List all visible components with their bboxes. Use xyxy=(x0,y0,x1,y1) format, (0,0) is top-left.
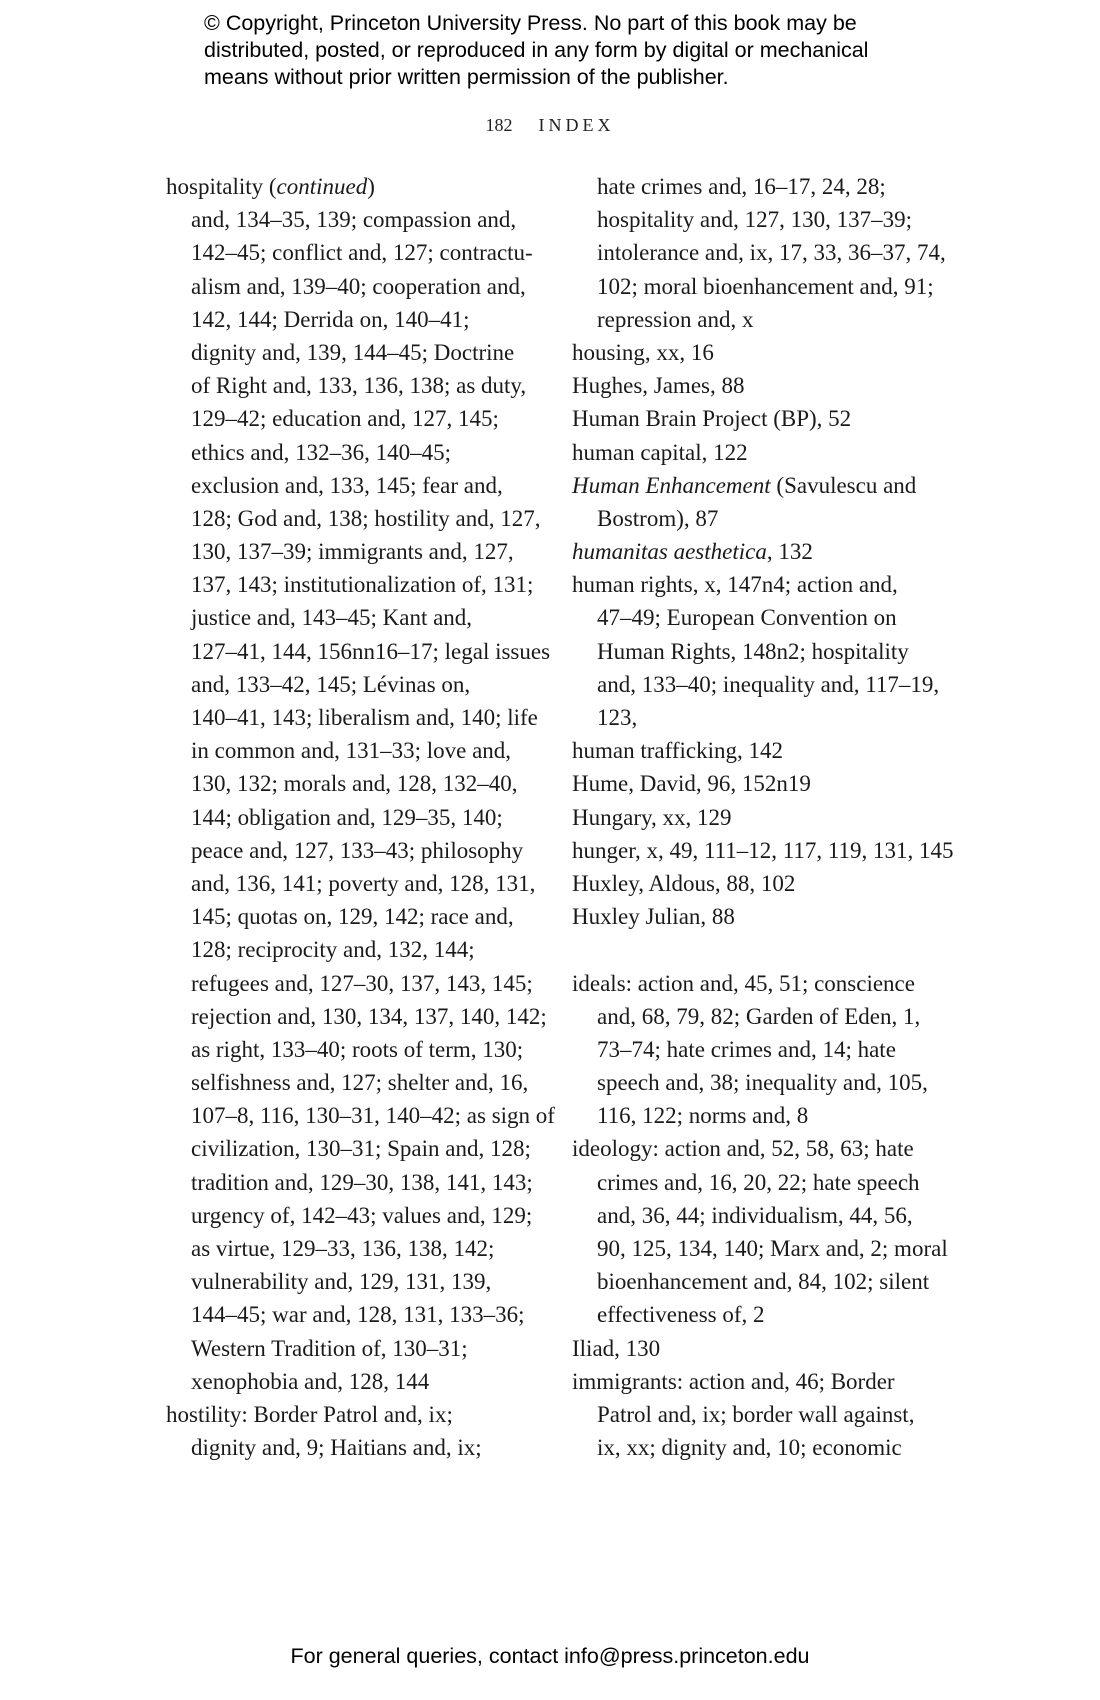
index-line: Hume, David, 96, 152n19 xyxy=(572,771,811,797)
index-line: 129–42; education and, 127, 145; xyxy=(191,406,499,432)
index-line: selfishness and, 127; shelter and, 16, xyxy=(191,1070,529,1096)
index-line: vulnerability and, 129, 131, 139, xyxy=(191,1269,492,1295)
index-line: hostility: Border Patrol and, ix; xyxy=(166,1401,453,1427)
index-line: hate crimes and, 16–17, 24, 28; xyxy=(597,174,886,199)
index-line: intolerance and, ix, 17, 33, 36–37, 74, xyxy=(597,240,946,266)
index-line: 116, 122; norms and, 8 xyxy=(597,1103,809,1129)
running-head xyxy=(0,115,1100,136)
index-line: 140–41, 143; liberalism and, 140; life xyxy=(191,705,538,730)
index-line: civilization, 130–31; Spain and, 128; xyxy=(191,1136,531,1162)
index-line: Human Brain Project (BP), 52 xyxy=(572,406,852,432)
index-line: Human Rights, 148n2; hospitality xyxy=(597,638,909,664)
index-line: housing, xx, 16 xyxy=(572,339,714,365)
index-line: 73–74; hate crimes and, 14; hate xyxy=(597,1036,896,1062)
page-number: 182 xyxy=(485,115,513,135)
index-line: 130, 137–39; immigrants and, 127, xyxy=(191,539,514,565)
index-line: as virtue, 129–33, 136, 138, 142; xyxy=(191,1236,495,1261)
copyright-line: distributed, posted, or reproduced in any form by digital or mechanical xyxy=(204,38,869,62)
index-spacer xyxy=(572,933,947,966)
index-line: 107–8, 116, 130–31, 140–42; as sign of xyxy=(191,1103,555,1129)
index-column-right xyxy=(572,170,954,1464)
index-line: 90, 125, 134, 140; Marx and, 2; moral xyxy=(597,1236,948,1261)
index-line: 142, 144; Derrida on, 140–41; xyxy=(191,306,470,332)
index-line: refugees and, 127–30, 137, 143, 145; xyxy=(191,970,533,996)
index-line: Hughes, James, 88 xyxy=(572,373,745,399)
index-line: ideals: action and, 45, 51; conscience xyxy=(572,970,915,996)
index-line: peace and, 127, 133–43; philosophy xyxy=(191,837,524,863)
index-line: Bostrom), 87 xyxy=(597,505,719,531)
section-title: INDEX xyxy=(538,115,615,135)
index-line: 128; God and, 138; hostility and, 127, xyxy=(191,505,541,531)
index-line: ideology: action and, 52, 58, 63; hate xyxy=(572,1136,914,1162)
index-line: Hungary, xx, 129 xyxy=(572,804,732,830)
index-line: 145; quotas on, 129, 142; race and, xyxy=(191,904,514,930)
index-line: of Right and, 133, 136, 138; as duty, xyxy=(191,373,527,399)
index-line: Patrol and, ix; border wall against, xyxy=(597,1401,915,1427)
index-line: repression and, x xyxy=(597,306,754,332)
index-line: crimes and, 16, 20, 22; hate speech xyxy=(597,1169,920,1195)
index-line: Huxley Julian, 88 xyxy=(572,904,735,930)
index-line: 127–41, 144, 156nn16–17; legal issues xyxy=(191,638,551,664)
index-line: 144–45; war and, 128, 131, 133–36; xyxy=(191,1302,525,1328)
index-line: human trafficking, 142 xyxy=(572,738,783,764)
index-line: and, 133–40; inequality and, 117–19, xyxy=(597,671,940,697)
index-line: effectiveness of, 2 xyxy=(597,1302,765,1328)
index-line: alism and, 139–40; cooperation and, xyxy=(191,273,526,299)
index-line: 47–49; European Convention on xyxy=(597,605,897,631)
index-line: 123, xyxy=(597,705,638,730)
index-line: 130, 132; morals and, 128, 132–40, xyxy=(191,771,518,797)
index-line: exclusion and, 133, 145; fear and, xyxy=(191,472,503,498)
copyright-line: © Copyright, Princeton University Press. No part of this book may be xyxy=(204,11,857,35)
index-line: ethics and, 132–36, 140–45; xyxy=(191,439,451,465)
copyright-line: means without prior written permission of the publisher. xyxy=(204,65,729,89)
index-line: dignity and, 9; Haitians and, ix; xyxy=(191,1435,482,1461)
index-line: 137, 143; institutionalization of, 131; xyxy=(191,572,534,598)
index-line: dignity and, 139, 144–45; Doctrine xyxy=(191,339,515,365)
copyright-notice xyxy=(204,10,964,91)
index-line: humanitas aesthetica, 132 xyxy=(572,539,813,565)
index-line: and, 36, 44; individualism, 44, 56, xyxy=(597,1202,913,1228)
index-line: hospitality (continued) xyxy=(166,174,375,199)
index-line: ix, xx; dignity and, 10; economic xyxy=(597,1435,902,1461)
index-line: 128; reciprocity and, 132, 144; xyxy=(191,937,475,963)
index-line: Iliad, 130 xyxy=(572,1335,661,1361)
index-line: human capital, 122 xyxy=(572,439,748,465)
index-line: and, 136, 141; poverty and, 128, 131, xyxy=(191,870,536,896)
index-line: immigrants: action and, 46; Border xyxy=(572,1368,895,1394)
index-line: justice and, 143–45; Kant and, xyxy=(191,605,473,631)
footer-contact: For general queries, contact info@press.princeton.edu xyxy=(290,1644,810,1668)
index-line: urgency of, 142–43; values and, 129; xyxy=(191,1202,533,1228)
index-line: human rights, x, 147n4; action and, xyxy=(572,572,898,598)
index-line: speech and, 38; inequality and, 105, xyxy=(597,1070,928,1096)
index-line: hunger, x, 49, 111–12, 117, 119, 131, 145 xyxy=(572,837,954,863)
index-line: bioenhancement and, 84, 102; silent xyxy=(597,1269,930,1295)
index-line: Human Enhancement (Savulescu and xyxy=(572,472,917,498)
index-line: rejection and, 130, 134, 137, 140, 142; xyxy=(191,1003,547,1029)
index-line: 102; moral bioenhancement and, 91; xyxy=(597,273,934,299)
index-line: xenophobia and, 128, 144 xyxy=(191,1368,430,1394)
index-line: 142–45; conflict and, 127; contractu- xyxy=(191,240,533,266)
index-line: in common and, 131–33; love and, xyxy=(191,738,512,764)
index-line: Western Tradition of, 130–31; xyxy=(191,1335,468,1361)
index-line: hospitality and, 127, 130, 137–39; xyxy=(597,207,912,233)
index-line: 144; obligation and, 129–35, 140; xyxy=(191,804,503,830)
index-line: tradition and, 129–30, 138, 141, 143; xyxy=(191,1169,533,1195)
index-line: and, 133–42, 145; Lévinas on, xyxy=(191,671,471,697)
index-line: and, 134–35, 139; compassion and, xyxy=(191,207,517,233)
index-line: Huxley, Aldous, 88, 102 xyxy=(572,870,796,896)
index-column-left xyxy=(166,170,555,1464)
index-line: and, 68, 79, 82; Garden of Eden, 1, xyxy=(597,1003,921,1029)
index-line: as right, 133–40; roots of term, 130; xyxy=(191,1036,524,1062)
